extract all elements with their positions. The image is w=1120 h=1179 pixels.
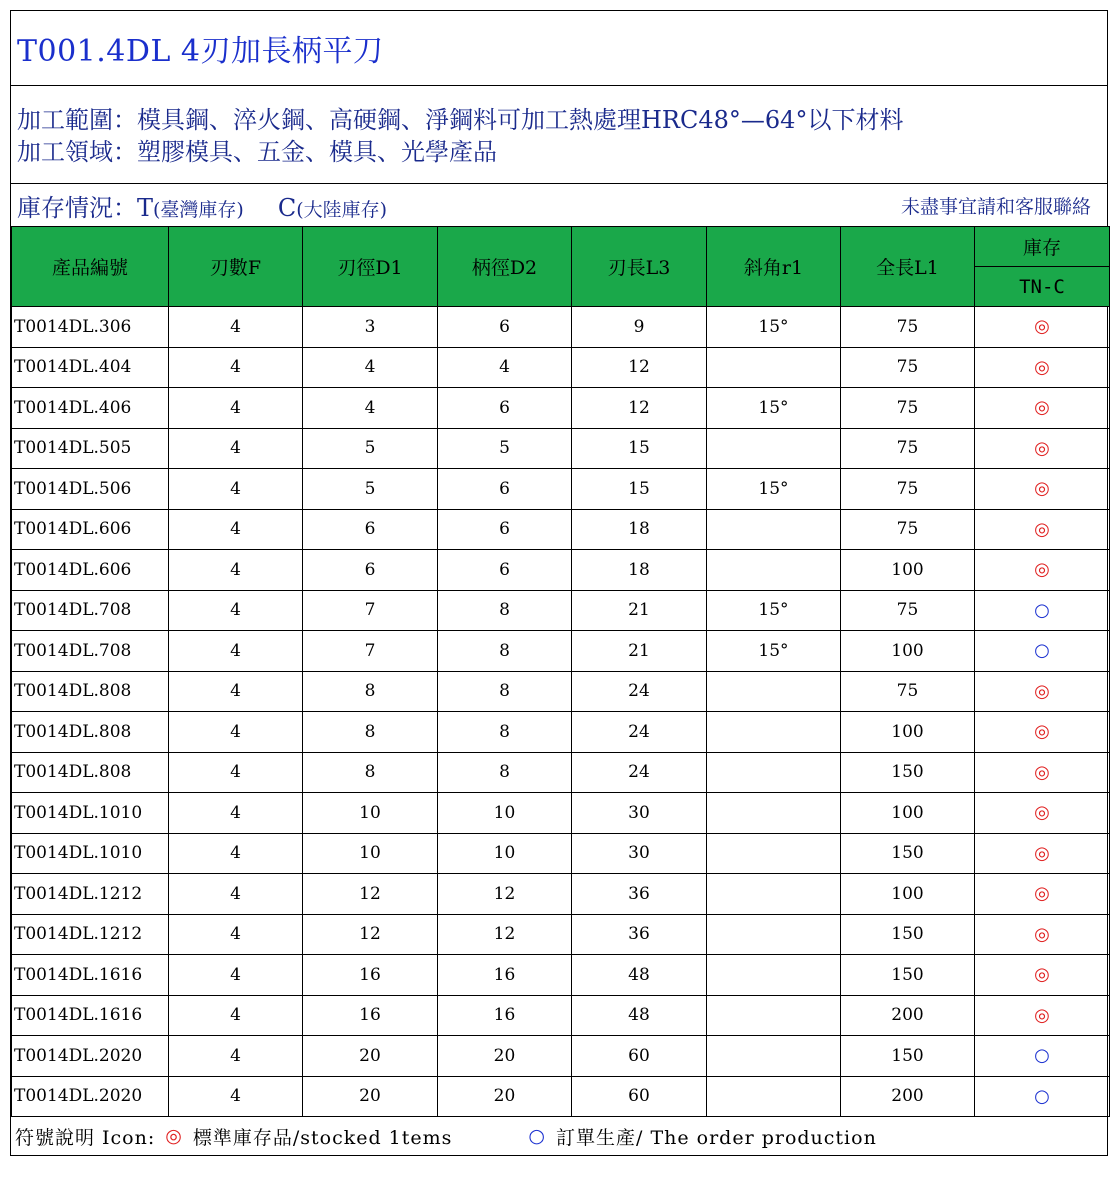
cell-flutes: 4 [169,995,303,1036]
cell-d2: 8 [438,671,572,712]
cell-code: T0014DL.2020 [12,1036,169,1077]
stocked-symbol-icon: ◎ [1034,397,1050,419]
cell-d2: 20 [438,1076,572,1117]
cell-d2: 16 [438,995,572,1036]
stocked-symbol-icon: ◎ [1034,923,1050,945]
cell-d2: 6 [438,307,572,348]
cell-l1: 150 [841,1036,975,1077]
cell-d1: 12 [303,914,438,955]
order-symbol-icon: ○ [1034,640,1050,662]
cell-r1 [707,874,841,915]
cell-flutes: 4 [169,509,303,550]
contact-note: 未盡事宜請和客服聯絡 [900,195,1091,218]
table-row [12,1036,1110,1077]
cell-d2: 10 [438,833,572,874]
cell-d2: 16 [438,955,572,996]
cell-flutes: 4 [169,307,303,348]
cell-code: T0014DL.1010 [12,833,169,874]
order-symbol-icon: ○ [1034,1085,1050,1107]
cell-flutes: 4 [169,874,303,915]
cell-code: T0014DL.406 [12,388,169,429]
cell-code: T0014DL.708 [12,631,169,672]
cell-l3: 30 [572,833,707,874]
legend [11,1117,1107,1155]
cell-l3: 36 [572,914,707,955]
cell-flutes: 4 [169,388,303,429]
cell-d1: 20 [303,1076,438,1117]
cell-stock [975,550,1110,591]
cell-stock [975,509,1110,550]
cell-l1: 100 [841,550,975,591]
cell-r1 [707,550,841,591]
cell-stock [975,995,1110,1036]
stock-label: 庫存情況： [17,193,137,222]
cell-stock [975,793,1110,834]
cell-l1: 75 [841,469,975,510]
cell-r1: 15° [707,631,841,672]
cell-d2: 12 [438,914,572,955]
cell-r1 [707,1036,841,1077]
cell-l3: 12 [572,388,707,429]
stocked-symbol-icon: ◎ [1034,559,1050,581]
table-row [12,1076,1110,1117]
cell-d2: 8 [438,752,572,793]
table-row [12,793,1110,834]
cell-code: T0014DL.306 [12,307,169,348]
cell-code: T0014DL.1616 [12,955,169,996]
cell-l1: 100 [841,874,975,915]
table-row [12,712,1110,753]
cell-code: T0014DL.506 [12,469,169,510]
stock-status [17,188,387,223]
cell-l3: 12 [572,347,707,388]
cell-r1 [707,995,841,1036]
cell-code: T0014DL.404 [12,347,169,388]
header-flutes: 刃數F [169,227,303,307]
cell-flutes: 4 [169,833,303,874]
cell-l3: 18 [572,509,707,550]
cell-stock [975,388,1110,429]
cell-l1: 150 [841,752,975,793]
cell-l3: 15 [572,469,707,510]
cell-d1: 4 [303,347,438,388]
table-row [12,631,1110,672]
cell-l1: 200 [841,995,975,1036]
table-row [12,955,1110,996]
cell-d2: 10 [438,793,572,834]
cell-d1: 8 [303,752,438,793]
cell-code: T0014DL.708 [12,590,169,631]
processing-field: 加工領域：塑膠模具、五金、模具、光學產品 [17,138,497,166]
cell-code: T0014DL.606 [12,509,169,550]
cell-r1 [707,509,841,550]
cell-d1: 6 [303,550,438,591]
stocked-symbol-icon: ◎ [1034,437,1050,459]
header-l3: 刃長L3 [572,227,707,307]
legend-prefix: 符號說明 Icon: [15,1126,156,1149]
cell-l3: 48 [572,995,707,1036]
stock-info-row [11,184,1107,226]
cell-r1 [707,914,841,955]
cell-d1: 5 [303,428,438,469]
cell-r1 [707,955,841,996]
cell-flutes: 4 [169,793,303,834]
product-table [11,226,1110,1117]
page-title: T001.4DL 4刃加長柄平刀 [11,11,1107,86]
cell-flutes: 4 [169,469,303,510]
cell-l1: 150 [841,914,975,955]
stocked-symbol-icon: ◎ [1034,680,1050,702]
stock-c-desc: (大陸庫存) [296,198,388,221]
cell-d2: 8 [438,590,572,631]
cell-d1: 16 [303,955,438,996]
cell-d2: 12 [438,874,572,915]
cell-stock [975,428,1110,469]
cell-l1: 200 [841,1076,975,1117]
cell-stock [975,874,1110,915]
cell-d1: 6 [303,509,438,550]
stocked-symbol-icon: ◎ [1034,842,1050,864]
cell-flutes: 4 [169,671,303,712]
cell-l3: 30 [572,793,707,834]
cell-r1: 15° [707,388,841,429]
cell-l3: 18 [572,550,707,591]
order-symbol-icon: ○ [1034,599,1050,621]
table-row [12,671,1110,712]
cell-d1: 8 [303,671,438,712]
cell-l1: 75 [841,428,975,469]
stocked-symbol-icon: ◎ [1034,721,1050,743]
cell-r1 [707,428,841,469]
cell-d1: 7 [303,631,438,672]
cell-l3: 9 [572,307,707,348]
table-row [12,469,1110,510]
cell-l3: 15 [572,428,707,469]
cell-code: T0014DL.606 [12,550,169,591]
product-sheet [10,10,1108,1156]
processing-range: 加工範圍：模具鋼、淬火鋼、高硬鋼、淨鋼料可加工熱處理HRC48°—64°以下材料 [17,106,904,134]
table-row [12,874,1110,915]
table-row [12,752,1110,793]
cell-l1: 75 [841,509,975,550]
table-row [12,428,1110,469]
table-row [12,307,1110,348]
cell-stock [975,914,1110,955]
cell-d2: 20 [438,1036,572,1077]
cell-stock [975,671,1110,712]
stocked-symbol-icon: ◎ [1034,1004,1050,1026]
cell-code: T0014DL.808 [12,712,169,753]
cell-flutes: 4 [169,428,303,469]
cell-stock [975,833,1110,874]
cell-d2: 6 [438,469,572,510]
cell-r1 [707,793,841,834]
header-d1: 刃徑D1 [303,227,438,307]
cell-d2: 6 [438,550,572,591]
header-code: 產品編號 [12,227,169,307]
cell-code: T0014DL.1212 [12,914,169,955]
cell-r1 [707,347,841,388]
cell-d1: 3 [303,307,438,348]
table-row [12,590,1110,631]
table-row [12,509,1110,550]
cell-flutes: 4 [169,1076,303,1117]
table-row [12,550,1110,591]
cell-l3: 60 [572,1036,707,1077]
cell-flutes: 4 [169,347,303,388]
cell-flutes: 4 [169,955,303,996]
cell-r1 [707,712,841,753]
cell-flutes: 4 [169,712,303,753]
table-row [12,914,1110,955]
cell-l3: 24 [572,752,707,793]
stocked-symbol-icon: ◎ [1034,478,1050,500]
cell-stock [975,307,1110,348]
cell-l3: 24 [572,712,707,753]
cell-d1: 10 [303,793,438,834]
stocked-symbol-icon: ◎ [1034,356,1050,378]
cell-stock [975,1076,1110,1117]
processing-info [11,86,1107,184]
stocked-symbol-icon: ◎ [1034,802,1050,824]
cell-l3: 21 [572,590,707,631]
cell-r1 [707,671,841,712]
stock-t-code: T [137,193,154,222]
cell-l1: 100 [841,712,975,753]
stocked-symbol-icon: ◎ [1034,316,1050,338]
cell-d1: 10 [303,833,438,874]
cell-flutes: 4 [169,590,303,631]
cell-l1: 100 [841,631,975,672]
order-symbol-icon: ○ [1034,1045,1050,1067]
cell-stock [975,712,1110,753]
cell-stock [975,752,1110,793]
cell-code: T0014DL.1212 [12,874,169,915]
cell-l3: 24 [572,671,707,712]
cell-flutes: 4 [169,1036,303,1077]
cell-r1: 15° [707,469,841,510]
cell-d2: 4 [438,347,572,388]
cell-r1: 15° [707,590,841,631]
cell-d1: 12 [303,874,438,915]
header-stock: 庫存 [975,227,1110,267]
cell-r1 [707,833,841,874]
cell-code: T0014DL.1616 [12,995,169,1036]
cell-l1: 75 [841,388,975,429]
cell-l1: 75 [841,307,975,348]
stocked-symbol-icon: ◎ [1034,883,1050,905]
cell-l3: 21 [572,631,707,672]
cell-r1: 15° [707,307,841,348]
cell-d1: 4 [303,388,438,429]
stocked-symbol-icon: ◎ [1034,761,1050,783]
cell-stock [975,631,1110,672]
table-row [12,347,1110,388]
cell-l1: 150 [841,833,975,874]
table-row [12,388,1110,429]
cell-d2: 6 [438,388,572,429]
cell-d1: 8 [303,712,438,753]
cell-r1 [707,1076,841,1117]
cell-l1: 75 [841,590,975,631]
cell-d2: 5 [438,428,572,469]
stocked-symbol-icon: ◎ [1034,964,1050,986]
stocked-symbol-icon: ◎ [165,1125,183,1147]
cell-d2: 8 [438,712,572,753]
cell-code: T0014DL.808 [12,752,169,793]
cell-flutes: 4 [169,914,303,955]
cell-l1: 100 [841,793,975,834]
cell-stock [975,955,1110,996]
cell-d1: 20 [303,1036,438,1077]
cell-l3: 60 [572,1076,707,1117]
cell-code: T0014DL.1010 [12,793,169,834]
cell-d2: 8 [438,631,572,672]
cell-flutes: 4 [169,752,303,793]
table-row [12,995,1110,1036]
cell-flutes: 4 [169,631,303,672]
legend-stocked-text: 標準庫存品/stocked 1tems [192,1126,453,1149]
cell-l3: 36 [572,874,707,915]
cell-stock [975,347,1110,388]
header-d2: 柄徑D2 [438,227,572,307]
cell-flutes: 4 [169,550,303,591]
header-r1: 斜角r1 [707,227,841,307]
order-symbol-icon: ○ [528,1125,547,1147]
cell-code: T0014DL.505 [12,428,169,469]
cell-r1 [707,752,841,793]
cell-l1: 150 [841,955,975,996]
product-rows [12,307,1110,1117]
cell-l3: 48 [572,955,707,996]
cell-stock [975,590,1110,631]
cell-stock [975,1036,1110,1077]
legend-order-text: 訂單生產/ The order production [556,1126,877,1149]
cell-code: T0014DL.2020 [12,1076,169,1117]
cell-l1: 75 [841,671,975,712]
stock-t-desc: (臺灣庫存) [153,198,244,221]
cell-d1: 16 [303,995,438,1036]
cell-d1: 7 [303,590,438,631]
cell-stock [975,469,1110,510]
header-l1: 全長L1 [841,227,975,307]
cell-l1: 75 [841,347,975,388]
cell-code: T0014DL.808 [12,671,169,712]
header-stock-sub: TN-C [975,267,1110,307]
cell-d1: 5 [303,469,438,510]
table-row [12,833,1110,874]
stocked-symbol-icon: ◎ [1034,518,1050,540]
cell-d2: 6 [438,509,572,550]
stock-c-code: C [277,193,297,222]
